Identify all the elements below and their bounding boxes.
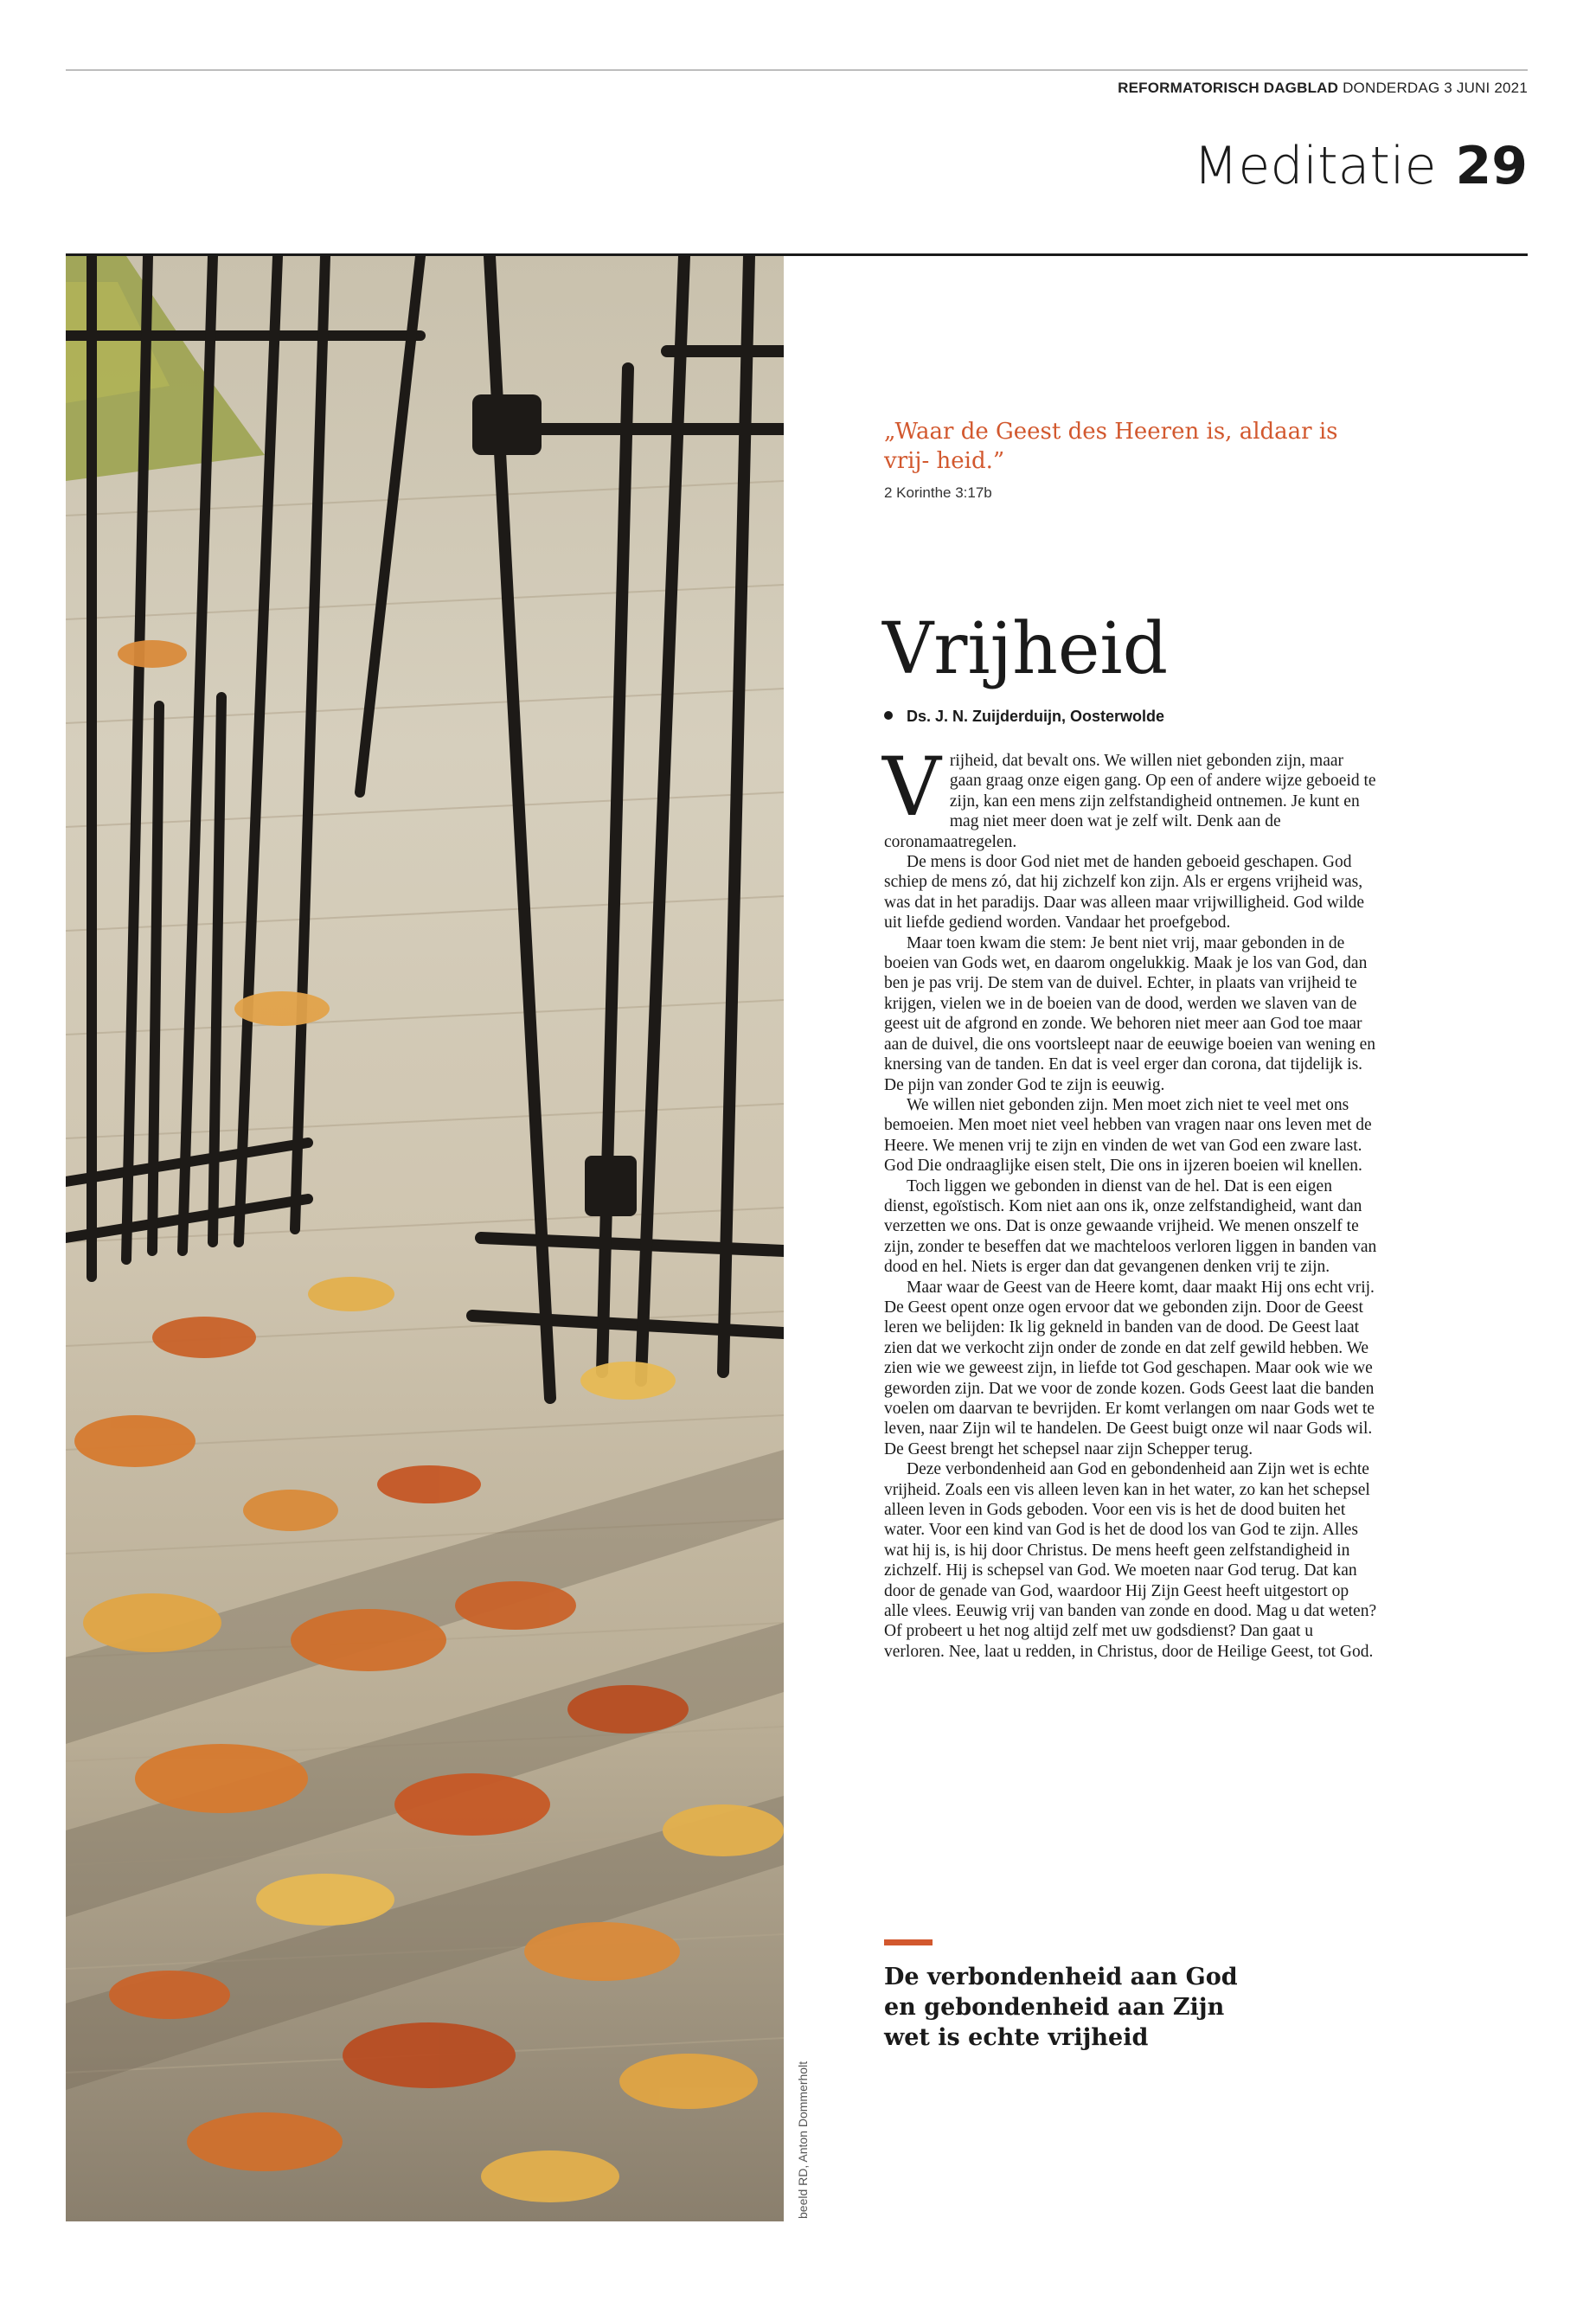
- top-rule: [66, 69, 1528, 71]
- bullet-icon: [884, 711, 893, 720]
- author: Ds. J. N. Zuijderduijn, Oosterwolde: [907, 708, 1165, 725]
- paragraph: Toch liggen we gebonden in dienst van de hel. Dat is een eigen dienst, egoïstisch. Kom niet aan ons ik, onze zelfstandigheid, want dan verzetten we ons. Dat is onze gewaande vrijheid. We menen onszelf te zijn, zonder te beseffen dat we machteloos verloren liggen in banden van dood en hel. Niets is erger dan dat gevangenen denken vrij te zijn.: [884, 1176, 1377, 1277]
- section-name: Meditatie: [1193, 136, 1437, 196]
- masthead-date: DONDERDAG 3 JUNI 2021: [1343, 80, 1528, 96]
- paragraph-1: [882, 740, 1377, 852]
- masthead: [1118, 80, 1528, 97]
- paragraph: De mens is door God niet met de handen geboeid geschapen. God schiep de mens zó, dat hij zichzelf kon zijn. Als er ergens vrijheid was, was dat in het paradijs. Daar was alleen maar vrijwilligheid. God wilde uit liefde gediend worden. Vandaar het proefgebod.: [884, 853, 1365, 933]
- masthead-paper: REFORMATORISCH DAGBLAD: [1118, 80, 1339, 96]
- section-header: [1193, 136, 1528, 196]
- paragraph: Maar waar de Geest van de Heere komt, daar maakt Hij ons echt vrij. De Geest opent onze ogen ervoor dat we gebonden zijn. Door de Geest leren we belijden: Ik lig gekneld in banden van de dood. De Geest laat zien dat we verkocht zijn onder de zonde en dat zelf gewild hebben. We zien wie we geweest zijn, in liefde tot God geschapen. Maar ook wie we geworden zijn. Dat we voor de zonde kozen. Gods Geest laat die banden voelen om daarvan te bevrijden. Er komt verlangen om naar Gods wet te leven, naar Zijn wil te handelen. De Geest buigt onze wil naar Gods wil. De Geest brengt het schepsel naar zijn Schepper terug.: [884, 1278, 1375, 1458]
- article-body: [882, 740, 1377, 1662]
- photo-credit: beeld RD, Anton Dommerholt: [796, 2061, 810, 2219]
- pullquote-accent-bar: [884, 1939, 933, 1945]
- page-number: 29: [1455, 136, 1528, 196]
- photo-gate-autumn-leaves: [66, 256, 784, 2221]
- article-title: Vrijheid: [882, 607, 1169, 690]
- paragraph: We willen niet gebonden zijn. Men moet zich niet te veel met ons bemoeien. Men moet niet veel hebben van vragen naar ons leven met de Heere. We menen vrij te zijn en vinden de wet van God een zware last. God Die ondraaglijke eisen stelt, Die ons in ijzeren boeien wil knellen.: [884, 1095, 1372, 1176]
- drop-cap: V: [882, 740, 941, 835]
- paragraph: Deze verbondenheid aan God en gebondenheid aan Zijn wet is echte vrijheid. Zoals een vis alleen leven kan in het water, zo kan het schepsel alleen leven in Gods geboden. Voor een vis is het de dood buiten het water. Voor een kind van God is het de dood los van God te zijn. Alles wat hij is, is hij door Christus. De mens heeft geen zelfstandigheid in zichzelf. Hij is schepsel van God. We moeten naar God terug. Dat kan door de genade van God, waardoor Hij Zijn Geest heeft uitgestort op alle vlees. Eeuwig vrij van banden van zonde en dood. Mag u dat weten? Of probeert u het nog altijd zelf met uw godsdienst? Dan gaat u verloren. Nee, laat u redden, in Christus, door de Heilige Geest, tot God.: [884, 1460, 1377, 1661]
- paragraph: Maar toen kwam die stem: Je bent niet vrij, maar gebonden in de boeien van Gods wet, en daarom ongelukkig. Maak je los van God, dan ben je pas vrij. De stem van de duivel. Echter, in plaats van vrijheid te krijgen, vielen we in de boeien van de dood, werden we slaven van de geest uit de afgrond en zonde. We behoren niet meer aan God toe maar aan de duivel, die ons voortsleept naar de eeuwige boeien van wening en knersing van de tanden. En dat is veel erger dan corona, dat tijdelijk is. De pijn van zonder God te zijn is eeuwig.: [884, 933, 1376, 1094]
- byline: [884, 708, 1164, 726]
- scripture-quote: „Waar de Geest des Heeren is, aldaar is vrij- heid.”: [884, 419, 1338, 474]
- pullquote: De verbondenheid aan God en gebondenheid aan Zijn wet is echte vrijheid: [884, 1964, 1238, 2051]
- scripture-reference: 2 Korinthe 3:17b: [884, 484, 992, 501]
- paragraph-1-text: rijheid, dat bevalt ons. We willen niet gebonden zijn, maar gaan graag onze eigen gang. Op een of andere wijze geboeid te zijn, kan een mens zijn zelfstandigheid ontnemen. Je kunt en mag niet meer doen wat je zelf wilt. Denk aan de coronamaatregelen.: [884, 752, 1376, 851]
